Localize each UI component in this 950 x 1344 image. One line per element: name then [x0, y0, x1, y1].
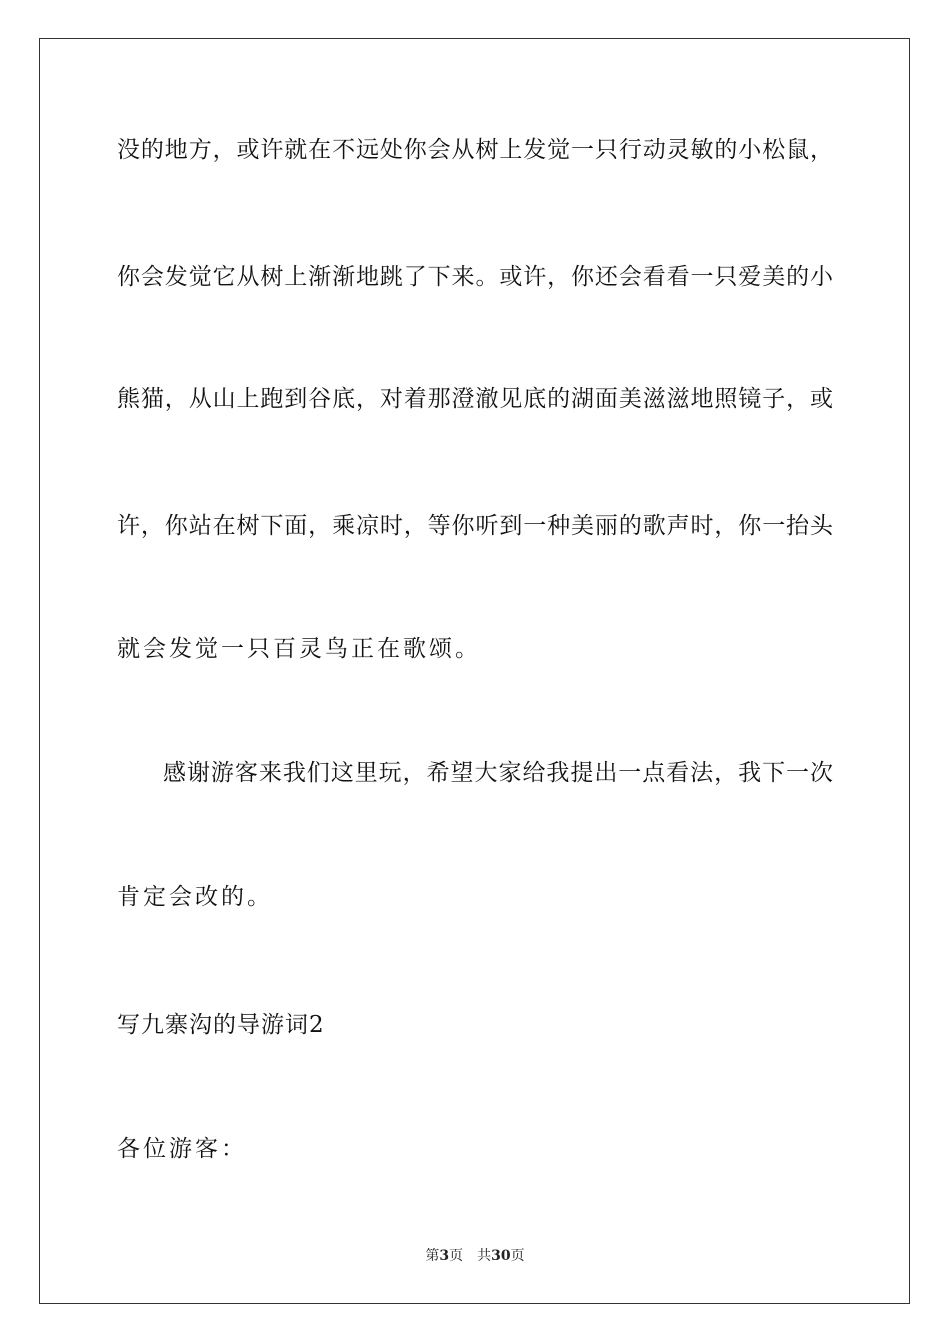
page-suffix: 页 [449, 1248, 464, 1264]
total-prefix: 共 [477, 1248, 492, 1264]
text-line-1: 没的地方，或许就在不远处你会从树上发觉一只行动灵敏的小松鼠， [117, 137, 833, 163]
text-line-2: 你会发觉它从树上渐渐地跳了下来。或许，你还会看看一只爱美的小 [117, 264, 833, 290]
text-line-5: 就会发觉一只百灵鸟正在歌颂。 [117, 636, 481, 662]
section-heading: 写九寨沟的导游词2 [117, 1012, 325, 1038]
total-pages: 30 [491, 1248, 511, 1264]
page-footer [0, 1247, 950, 1265]
page-prefix: 第 [425, 1248, 440, 1264]
total-suffix: 页 [510, 1248, 525, 1264]
text-line-3: 熊猫，从山上跑到谷底，对着那澄澈见底的湖面美滋滋地照镜子，或 [117, 386, 833, 412]
text-line-7: 肯定会改的。 [117, 884, 273, 910]
paragraph-thanks: 感谢游客来我们这里玩，希望大家给我提出一点看法，我下一次 [163, 760, 833, 786]
page-number: 3 [439, 1248, 450, 1264]
greeting-line: 各位游客： [117, 1136, 247, 1162]
page-border [39, 38, 910, 1304]
text-line-4: 许，你站在树下面，乘凉时，等你听到一种美丽的歌声时，你一抬头 [117, 513, 833, 539]
